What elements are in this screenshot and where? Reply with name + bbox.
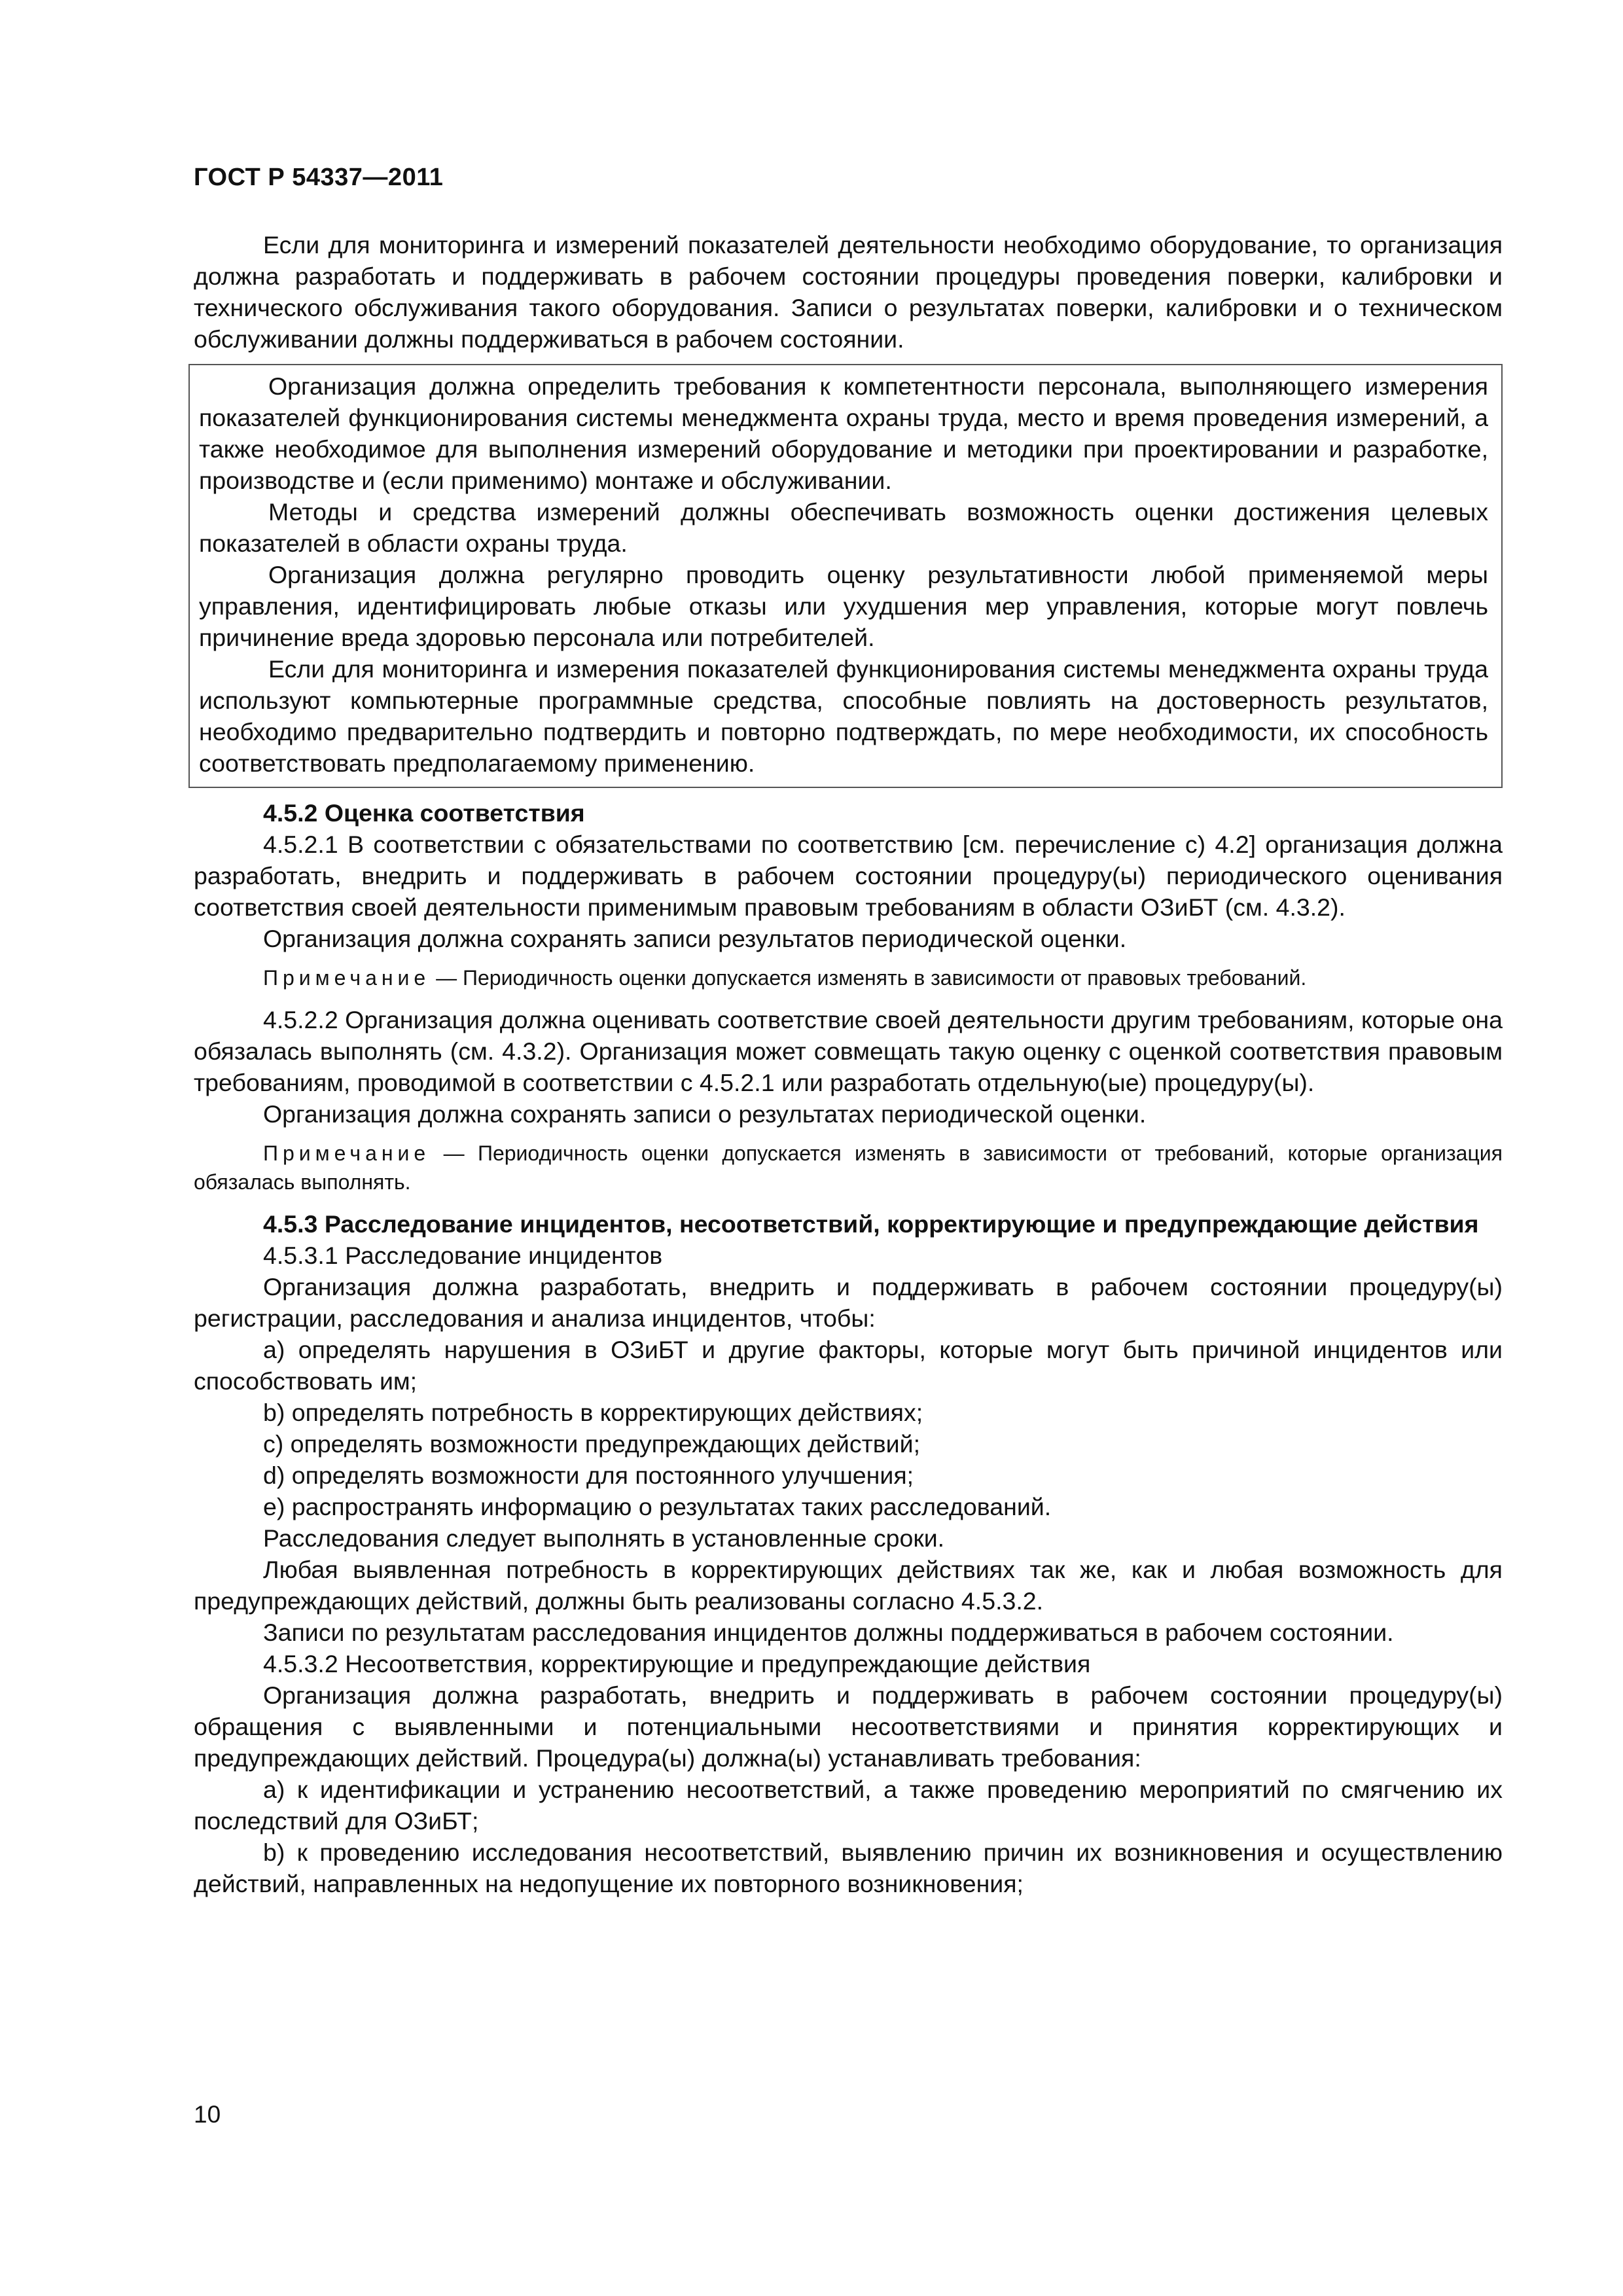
paragraph: Организация должна разработать, внедрить и поддерживать в рабочем состоянии процедуру(ы) регистрации, расследования и анализа инцидентов, чтобы: — [194, 1273, 1503, 1332]
boxed-paragraph: Методы и средства измерений должны обеспечивать возможность оценки достижения целевых показателей в области охраны труда. — [199, 498, 1488, 557]
list-item: а) к идентификации и устранению несоответствий, а также проведению мероприятий по смягчению их последствий для ОЗиБТ; — [194, 1776, 1503, 1835]
list-item: d) определять возможности для постоянного улучшения; — [263, 1462, 914, 1489]
paragraph: Организация должна разработать, внедрить и поддерживать в рабочем состоянии процедуру(ы) обращения с выявленными и потенциальными несоответствиями и принятия корректирующих и предупреждающих действий. Процедура(ы) должна(ы) устанавливать требования: — [194, 1681, 1503, 1772]
intro-paragraph: Если для мониторинга и измерений показателей деятельности необходимо оборудование, то организация должна разработать и поддерживать в рабочем состоянии процедуры проведения поверки, калибровки и технического обслуживания такого оборудования. Записи о результатах поверки, калибровки и о техническом обслуживании должны поддерживаться в рабочем состоянии. — [194, 231, 1503, 353]
note-paragraph — [194, 963, 1503, 992]
paragraph: Расследования следует выполнять в установленные сроки. — [263, 1524, 945, 1552]
paragraph: Записи по результатам расследования инцидентов должны поддерживаться в рабочем состоянии. — [263, 1619, 1394, 1646]
paragraph: Организация должна сохранять записи о результатах периодической оценки. — [263, 1100, 1147, 1128]
note-text: — Периодичность оценки допускается изменять в зависимости от правовых требований. — [430, 966, 1307, 990]
document-header: ГОСТ Р 54337—2011 — [194, 164, 444, 191]
section-heading-4-5-3: 4.5.3 Расследование инцидентов, несоответствий, корректирующие и предупреждающие действия — [263, 1210, 1479, 1238]
list-item: b) к проведению исследования несоответствий, выявлению причин их возникновения и осуществлению действий, направленных на недопущение их повторного возникновения; — [194, 1839, 1503, 1897]
note-paragraph — [194, 1139, 1503, 1196]
subsection-heading-4-5-3-2: 4.5.3.2 Несоответствия, корректирующие и предупреждающие действия — [263, 1650, 1091, 1677]
list-item: е) распространять информацию о результатах таких расследований. — [263, 1493, 1052, 1520]
boxed-paragraph: Организация должна определить требования к компетентности персонала, выполняющего измерения показателей функционирования системы менеджмента охраны труда, место и время проведения измерений, а также необходимое для выполнения измерений оборудование и методики при проектировании и разработке, производстве и (если применимо) монтаже и обслуживании. — [199, 372, 1488, 494]
page-body — [194, 229, 1503, 1899]
boxed-requirements — [188, 364, 1503, 788]
boxed-paragraph: Организация должна регулярно проводить оценку результативности любой применяемой меры управления, идентифицировать любые отказы или ухудшения мер управления, которые могут повлечь причинение вреда здоровью персонала или потребителей. — [199, 561, 1488, 651]
section-heading-4-5-2: 4.5.2 Оценка соответствия — [263, 799, 585, 827]
paragraph: Организация должна сохранять записи результатов периодической оценки. — [263, 925, 1127, 952]
page-number: 10 — [194, 2101, 221, 2128]
list-item: b) определять потребность в корректирующих действиях; — [263, 1399, 923, 1426]
paragraph-4-5-2-1: 4.5.2.1 В соответствии с обязательствами по соответствию [см. перечисление с) 4.2] организация должна разработать, внедрить и поддерживать в рабочем состоянии процедуру(ы) периодического оценивания соответствия своей деятельности применимым правовым требованиям в области ОЗиБТ (см. 4.3.2). — [194, 831, 1503, 921]
list-item: с) определять возможности предупреждающих действий; — [263, 1430, 920, 1458]
paragraph-4-5-2-2: 4.5.2.2 Организация должна оценивать соответствие своей деятельности другим требованиям, которые она обязалась выполнять (см. 4.3.2). Организация может совмещать такую оценку с оценкой соответствия правовым требованиям, проводимой в соответствии с 4.5.2.1 или разработать отдельную(ые) процедуру(ы). — [194, 1006, 1503, 1096]
note-label: Примечание — [263, 966, 431, 990]
subsection-heading-4-5-3-1: 4.5.3.1 Расследование инцидентов — [263, 1242, 663, 1269]
list-item: а) определять нарушения в ОЗиБТ и другие факторы, которые могут быть причиной инцидентов или способствовать им; — [194, 1336, 1503, 1395]
boxed-paragraph: Если для мониторинга и измерения показателей функционирования системы менеджмента охраны труда используют компьютерные программные средства, способные повлиять на достоверность результатов, необходимо предварительно подтвердить и повторно подтверждать, по мере необходимости, их способность соответствовать предполагаемому применению. — [199, 655, 1488, 777]
note-label: Примечание — [263, 1141, 431, 1165]
paragraph: Любая выявленная потребность в корректирующих действиях так же, как и любая возможность для предупреждающих действий, должны быть реализованы согласно 4.5.3.2. — [194, 1556, 1503, 1615]
note-text: — Периодичность оценки допускается изменять в зависимости от требований, которые организация обязалась выполнять. — [194, 1141, 1503, 1194]
